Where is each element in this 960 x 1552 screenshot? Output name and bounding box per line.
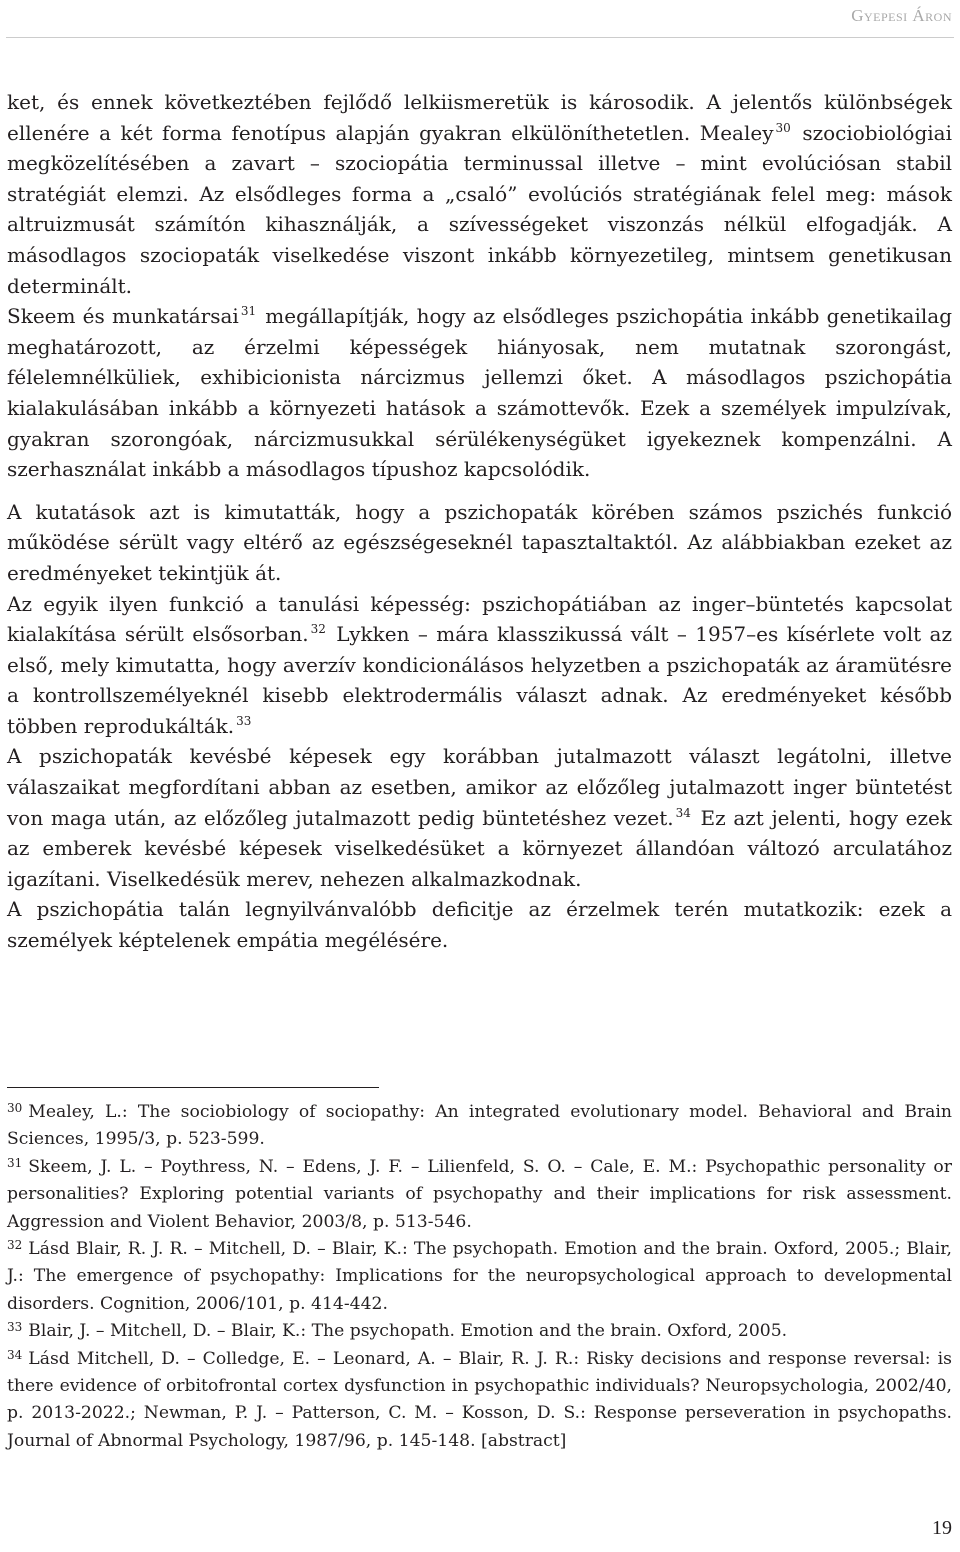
footnote-number: 32	[7, 1238, 23, 1253]
footnote-marker: 30	[775, 120, 791, 135]
paragraph-text: Ez azt jelenti, hogy ezek az emberek kevésbé képesek viselkedésüket a környezet állandóan változó arculatához igazítani. Viselkedésük merev, nehezen alkalmazkodnak.	[7, 805, 952, 891]
body-paragraph	[7, 741, 952, 894]
footnote-text: Skeem, J. L. – Poythress, N. – Edens, J. F. – Lilienfeld, S. O. – Cale, E. M.: Psychopathic personality or personalities? Exploring potential variants of psychopathy and their implications for risk assessment. Aggression and Violent Behavior, 2003/8, p. 513-546.	[7, 1156, 952, 1232]
footnote-text: Lásd Blair, R. J. R. – Mitchell, D. – Blair, K.: The psychopath. Emotion and the brain. Oxford, 2005.; Blair, J.: The emergence of psychopathy: Implications for the neuropsychological approach to developmental disorders. Cognition, 2006/101, p. 414-442.	[7, 1239, 952, 1314]
body-paragraph	[7, 589, 952, 742]
paragraph-text: Skeem és munkatársai	[7, 304, 239, 329]
footnote-marker: 33	[236, 713, 252, 728]
footnote	[7, 1099, 952, 1154]
footnote-text: Lásd Mitchell, D. – Colledge, E. – Leonard, A. – Blair, R. J. R.: Risky decisions and response reversal: is there evidence of orbitofrontal cortex dysfunction in psychopathic individuals? Neuropsychologia, 2002/40, p. 2013-2022.; Newman, P. J. – Patterson, C. M. – Kosson, D. S.: Response perseveration in psychopaths. Journal of Abnormal Psychology, 1987/96, p. 145-148. [abstract]	[7, 1348, 952, 1451]
footnote-separator	[7, 1087, 379, 1088]
body-paragraph	[7, 87, 952, 301]
footnote-number: 34	[7, 1347, 23, 1362]
paragraph-text: ket, és ennek következtében fejlődő lelkiismeretük is károsodik. A jelentős különbségek ellenére a két forma fenotípus alapján gyakran elkülöníthetetlen. Mealey	[7, 90, 952, 145]
body-paragraph	[7, 301, 952, 485]
footnote-marker: 32	[310, 622, 326, 637]
footnote-text: Blair, J. – Mitchell, D. – Blair, K.: The psychopath. Emotion and the brain. Oxford, 2005.	[28, 1321, 788, 1342]
footnote-text: Mealey, L.: The sociobiology of sociopathy: An integrated evolutionary model. Behavioral and Brain Sciences, 1995/3, p. 523-599.	[7, 1102, 952, 1150]
footnote	[7, 1346, 952, 1456]
header-rule	[6, 37, 954, 38]
paragraph-text: szociobiológiai megközelítésében a zavart – szociopátia terminussal illetve – mint evolúciósan stabil stratégiát elemzi. Az elsődleges forma a „csaló” evolúciós stratégiának felel meg: mások altruizmusát számítón kihasználják, a szívességeket viszonzás nélkül elfogadják. A másodlagos szociopaták viselkedése viszont inkább környezetileg, mintsem genetikusan determinált.	[7, 120, 952, 298]
paragraph-text: megállapítják, hogy az elsődleges pszichopátia inkább genetikailag meghatározott, az érzelmi képességek hiányosak, nem mutatnak szorongást, félelemnélküliek, exhibicionista nárcizmus jellemzi őket. A másodlagos pszichopátia kialakulásában inkább a környezeti hatások a számottevők. Ezek a személyek impulzívak, gyakran szorongóak, nárcizmusukkal sérülékenységüket igyekeznek kompenzálni. A szerhasználat inkább a másodlagos típushoz kapcsolódik.	[7, 304, 952, 482]
body-text	[7, 87, 952, 956]
paragraph-text: Lykken – mára klasszikussá vált – 1957–es kísérlete volt az első, mely kimutatta, hogy averzív kondicionálásos helyzetben a pszichopaták az áramütésre a kontrollszemélyeknél kisebb elektrodermális választ adnak. Az eredményeket később többen reprodukálták.	[7, 622, 952, 738]
footnote-number: 33	[7, 1320, 23, 1335]
footnote	[7, 1236, 952, 1318]
footnotes	[7, 1099, 952, 1455]
footnote	[7, 1154, 952, 1236]
paragraph-text: Az egyik ilyen funkció a tanulási képesség: pszichopátiában az inger–büntetés kapcsolat kialakítása sérült elsősorban.	[7, 591, 952, 647]
footnote-number: 30	[7, 1101, 23, 1115]
paragraph-text: A kutatások azt is kimutatták, hogy a pszichopaták körében számos pszichés funkció működése sérült vagy eltérő az egészségeseknél tapasztaltaktól. Az alábbiakban ezeket az eredményeket tekintjük át.	[7, 499, 952, 585]
footnote-number: 31	[7, 1155, 23, 1170]
footnote-marker: 31	[240, 304, 257, 319]
footnote	[7, 1318, 952, 1345]
body-paragraph	[7, 894, 952, 955]
paragraph-text: A pszichopátia talán legnyilvánvalóbb deficitje az érzelmek terén mutatkozik: ezek a személyek képtelenek empátia megélésére.	[7, 897, 952, 953]
footnote-marker: 34	[675, 805, 691, 820]
paragraph-text: A pszichopaták kevésbé képesek egy korábban jutalmazott választ legátolni, illetve válaszaikat megfordítani abban az esetben, amikor az előzőleg jutalmazott inger büntetést von maga után, az előzőleg jutalmazott pedig büntetéshez vezet.	[7, 744, 952, 830]
body-paragraph	[7, 497, 952, 589]
running-head: Gyepesi Áron	[851, 6, 952, 25]
page-number: 19	[932, 1517, 952, 1539]
